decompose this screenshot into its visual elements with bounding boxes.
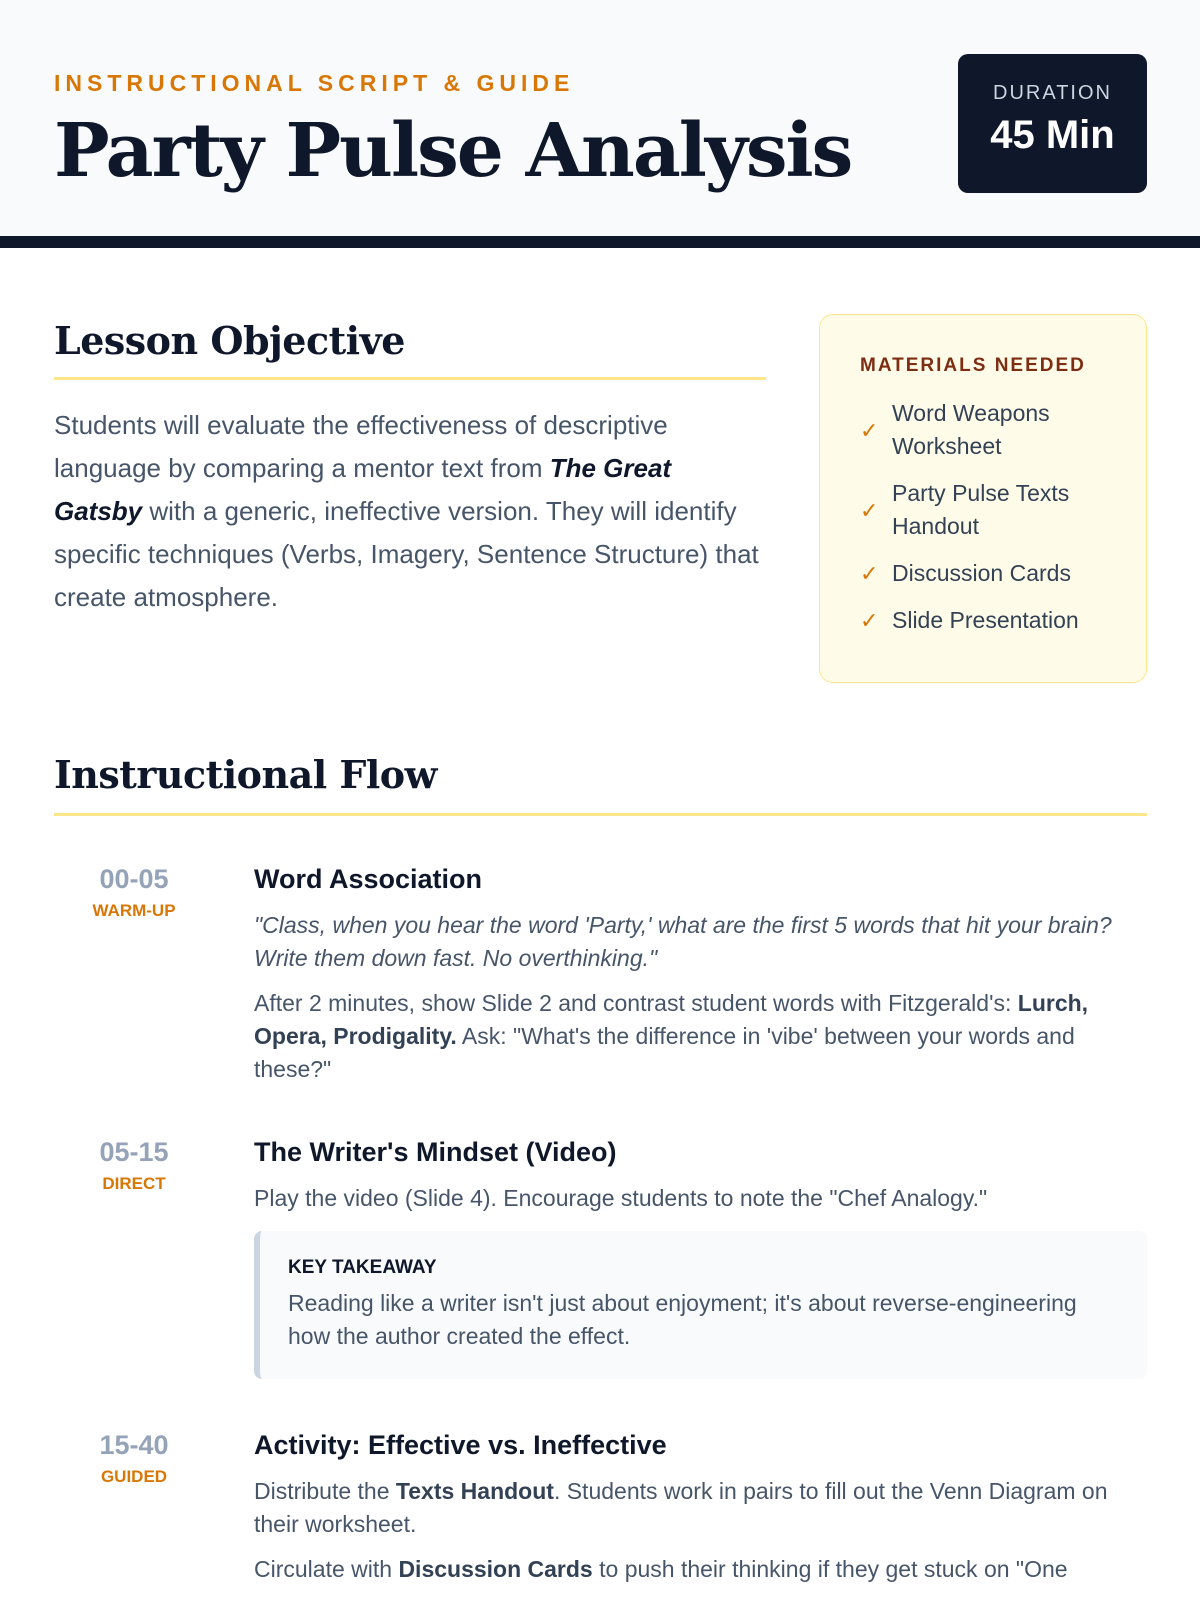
instructional-flow-section (54, 752, 1147, 816)
duration-value: 45 Min (990, 113, 1115, 157)
key-takeaway-text: Reading like a writer isn't just about enjoyment; it's about reverse-engineering how the author created the effect. (288, 1290, 1077, 1349)
materials-item-label: Party Pulse Texts Handout (892, 480, 1070, 539)
step-text-part: Ask: "What's the difference in 'vibe' between your words and these?" (254, 1023, 1075, 1082)
objective-text-part: Students will evaluate the effectiveness of descriptive language by comparing a mentor text from (54, 410, 668, 483)
step-time-range: 15-40 (99, 1430, 169, 1460)
check-icon: ✓ (860, 608, 879, 633)
check-icon: ✓ (860, 417, 879, 443)
step-text (254, 1475, 1147, 1541)
step-text: Play the video (Slide 4). Encourage students to note the "Chef Analogy." (254, 1185, 988, 1211)
step-time-range: 05-15 (99, 1137, 169, 1167)
step-title: Activity: Effective vs. Ineffective (254, 1430, 667, 1460)
step-phase: GUIDED (100, 1467, 168, 1486)
step-body (254, 1430, 1147, 1598)
materials-item-label: Discussion Cards (892, 560, 1071, 586)
step-phase: WARM-UP (92, 901, 176, 920)
materials-card (819, 314, 1147, 683)
lesson-objective-text (54, 404, 766, 619)
step-title: Word Association (254, 864, 483, 894)
step-phase: DIRECT (102, 1174, 166, 1193)
page-header (0, 0, 1200, 248)
step-text-part: Circulate with (254, 1556, 399, 1582)
document-eyebrow: INSTRUCTIONAL SCRIPT & GUIDE (54, 70, 575, 96)
page-title: Party Pulse Analysis (54, 108, 852, 194)
step-title: The Writer's Mindset (Video) (254, 1137, 617, 1167)
step-text-bold: Discussion Cards (398, 1556, 593, 1582)
check-icon: ✓ (860, 561, 879, 586)
step-text-part: . Students work in pairs to fill out the Venn Diagram on their worksheet. (254, 1478, 1108, 1537)
key-takeaway-callout (254, 1231, 1147, 1379)
duration-label: DURATION (993, 82, 1112, 104)
lesson-objective-section (54, 318, 766, 619)
step-text (254, 987, 1147, 1086)
step-body (254, 1137, 1147, 1379)
materials-heading: MATERIALS NEEDED (860, 355, 1086, 376)
book-title: The Great Gatsby (54, 453, 672, 526)
step-time-range: 00-05 (99, 864, 169, 894)
materials-item-label: Word Weapons Worksheet (892, 400, 1050, 459)
materials-item (860, 477, 1116, 543)
objective-text-part: with a generic, ineffective version. They will identify specific techniques (Verbs, Imagery, Sentence Structure) that create atmosphere. (54, 496, 759, 612)
step-time (54, 1430, 214, 1487)
materials-item (860, 397, 1116, 463)
lesson-objective-heading: Lesson Objective (54, 318, 766, 380)
step-body (254, 864, 1147, 1098)
step-text-bold: Texts Handout (395, 1478, 554, 1504)
instructional-flow-heading: Instructional Flow (54, 752, 1147, 816)
step-text-part: Distribute the (254, 1478, 396, 1504)
step-time (54, 864, 214, 921)
step-text-part: After 2 minutes, show Slide 2 and contrast student words with Fitzgerald's: (254, 990, 1018, 1016)
step-time (54, 1137, 214, 1194)
materials-item-label: Slide Presentation (892, 607, 1079, 633)
duration-badge (958, 54, 1147, 193)
materials-item (860, 604, 1116, 637)
step-text-bold: Lurch, Opera, Prodigality. (254, 990, 1089, 1049)
step-script-quote: "Class, when you hear the word 'Party,' what are the first 5 words that hit your brain? Write them down fast. No overthinking." (254, 912, 1112, 971)
step-text-part: to push their thinking if they get stuck on "One (592, 1556, 1068, 1582)
step-text (254, 1553, 1147, 1586)
materials-item (860, 557, 1116, 590)
materials-list (860, 397, 1116, 637)
check-icon: ✓ (860, 497, 879, 523)
key-takeaway-heading: KEY TAKEAWAY (288, 1257, 437, 1278)
